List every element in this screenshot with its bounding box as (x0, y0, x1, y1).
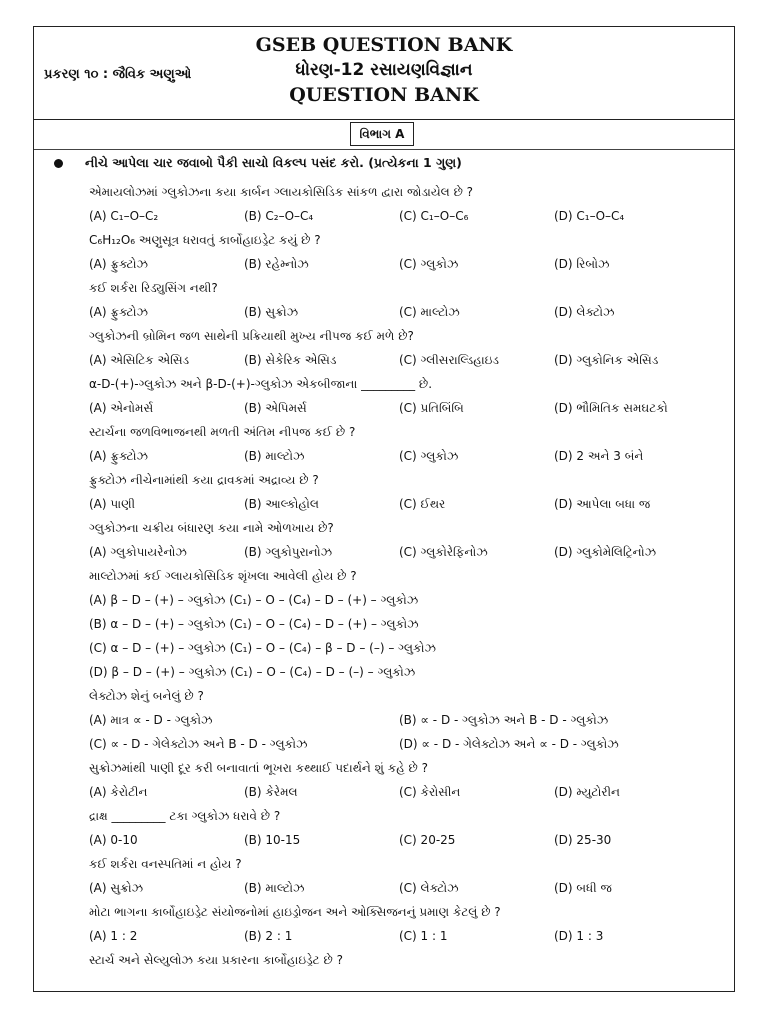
option-d: (D) બધી જ (554, 881, 612, 895)
options-row (89, 708, 729, 732)
page-frame (33, 26, 735, 992)
title-block (34, 33, 734, 108)
option-b: (B) આલ્કોહોલ (244, 497, 319, 511)
option-a: (A) 0-10 (89, 833, 138, 847)
option-d: (D) લેક્ટોઝ (554, 305, 615, 319)
options-row (89, 252, 729, 276)
question-text: કઈ શર્કરા વનસ્પતિમાં ન હોય ? (89, 857, 242, 871)
options-row (89, 924, 729, 948)
question-item (89, 372, 729, 420)
question-text: ગ્લુકોઝની બ્રોમિન જળ સાથેની પ્રક્રિયાથી મુખ્ય નીપજ કઈ મળે છે? (89, 329, 414, 343)
section-label: વિભાગ A (350, 122, 414, 146)
section-divider (34, 149, 734, 150)
question-item (89, 684, 729, 756)
option-c: (C) ∝ - D - ગેલેક્ટોઝ અને B - D - ગ્લુકોઝ (89, 737, 308, 751)
option-a: (A) ગ્લુકોપાયરેનોઝ (89, 545, 187, 559)
option-a: (A) 1 : 2 (89, 929, 138, 943)
title-gseb: GSEB QUESTION BANK (255, 34, 513, 56)
option-b: (B) ∝ - D - ગ્લુકોઝ અને B - D - ગ્લુકોઝ (399, 713, 609, 727)
option-a: (A) ફ્રુક્ટોઝ (89, 449, 148, 463)
option-b: (B) 10-15 (244, 833, 301, 847)
option-d: (D) ગ્લુકોમેલિટ્રિનોઝ (554, 545, 657, 559)
question-list (89, 180, 729, 972)
question-item (89, 756, 729, 804)
option-c: (C) C₁–O–C₆ (399, 209, 469, 223)
option-c: (C) માલ્ટોઝ (399, 305, 460, 319)
option-b: (B) સુક્રોઝ (244, 305, 299, 319)
options-row (89, 828, 729, 852)
option-a: (A) સુક્રોઝ (89, 881, 144, 895)
option-d: (D) મ્યુટોરીન (554, 785, 620, 799)
page-header (34, 27, 734, 120)
option-b: (B) 2 : 1 (244, 929, 293, 943)
question-item (89, 276, 729, 324)
question-text: માલ્ટોઝમાં કઈ ગ્લાયકોસિડિક શૃંખલા આવેલી હોય છે ? (89, 569, 357, 583)
option-d: (D) C₁–O–C₄ (554, 209, 625, 223)
option-c: (C) પ્રતિબિંબિ (399, 401, 464, 415)
option-a: (A) માત્ર ∝ - D - ગ્લુકોઝ (89, 713, 213, 727)
chapter-label: પ્રકરણ ૧૦ : જૈવિક અણુઓ (44, 67, 192, 82)
option-a: (A) પાણી (89, 497, 136, 511)
option-b: (B) એપિમર્સ (244, 401, 307, 415)
options-row (89, 780, 729, 804)
option-d: (D) આપેલા બધા જ (554, 497, 651, 511)
option-b: (B) કેરેમલ (244, 785, 298, 799)
question-text: કઈ શર્કરા રિડ્યુસિંગ નથી? (89, 281, 218, 295)
option-c: (C) 20-25 (399, 833, 456, 847)
question-text: સ્ટાર્ચના જળવિભાજનથી મળતી અંતિમ નીપજ કઈ છે ? (89, 425, 356, 439)
title-standard: ધોરણ-12 રસાયણવિજ્ઞાન (295, 60, 473, 80)
option-d: (D) ગ્લુકોનિક એસિડ (554, 353, 659, 367)
options-row (89, 732, 729, 756)
question-text: દ્રાક્ષ _________ ટકા ગ્લુકોઝ ધરાવે છે ? (89, 809, 281, 823)
option-c: (C) ગ્લુકોઝ (399, 449, 459, 463)
option-c: (C) કેરોસીન (399, 785, 461, 799)
option-c: (C) α – D – (+) – ગ્લુકોઝ (C₁) – O – (C₄) – β – D – (–) – ગ્લુકોઝ (89, 641, 436, 655)
question-item (89, 180, 729, 228)
question-item (89, 420, 729, 468)
option-d: (D) રિબોઝ (554, 257, 610, 271)
question-item (89, 564, 729, 684)
option-d: (D) 1 : 3 (554, 929, 604, 943)
option-c: (C) 1 : 1 (399, 929, 448, 943)
option-c: (C) ગ્લુકોઝ (399, 257, 459, 271)
option-b: (B) સેકેરિક એસિડ (244, 353, 337, 367)
option-b: (B) માલ્ટોઝ (244, 449, 305, 463)
question-text: એમાયલોઝમાં ગ્લુકોઝના કયા કાર્બન ગ્લાયકોસિડિક સાંકળ દ્વારા જોડાયેલ છે ? (89, 185, 474, 199)
option-d: (D) 2 અને 3 બંને (554, 449, 644, 463)
options-row (89, 300, 729, 324)
options-row (89, 540, 729, 564)
question-text: લેક્ટોઝ શેનું બનેલું છે ? (89, 689, 204, 703)
question-text: C₆H₁₂O₆ અણુસૂત્ર ધરાવતું કાર્બોહાઇડ્રેટ કયું છે ? (89, 233, 321, 247)
question-text: ગ્લુકોઝના ચક્રીય બંધારણ કયા નામે ઓળખાય છે? (89, 521, 334, 535)
question-item (89, 468, 729, 516)
option-c: (C) ગ્લુકોરેફિનોઝ (399, 545, 488, 559)
question-text: મોટા ભાગના કાર્બોહાઇડ્રેટ સંયોજનોમાં હાઇડ્રોજન અને ઓક્સિજનનું પ્રમાણ કેટલું છે ? (89, 905, 501, 919)
bullet-icon (54, 159, 63, 168)
option-d: (D) β – D – (+) – ગ્લુકોઝ (C₁) – O – (C₄) – D – (–) – ગ્લુકોઝ (89, 665, 416, 679)
question-text: સ્ટાર્ચ અને સેલ્યુલોઝ કયા પ્રકારના કાર્બોહાઇડ્રેટ છે ? (89, 953, 343, 967)
option-b: (B) ગ્લુકોપુરાનોઝ (244, 545, 333, 559)
option-c: (C) ઈથર (399, 497, 446, 511)
option-a: (A) એસિટિક એસિડ (89, 353, 190, 367)
option-b: (B) માલ્ટોઝ (244, 881, 305, 895)
question-item (89, 804, 729, 852)
option-c: (C) લેક્ટોઝ (399, 881, 459, 895)
option-a: (A) ફ્રુક્ટોઝ (89, 305, 148, 319)
option-a: (A) એનોમર્સ (89, 401, 154, 415)
option-b: (B) C₂–O–C₄ (244, 209, 314, 223)
option-a: (A) કેરોટીન (89, 785, 148, 799)
option-a: (A) β – D – (+) – ગ્લુકોઝ (C₁) – O – (C₄) – D – (+) – ગ્લુકોઝ (89, 593, 419, 607)
options-row (89, 876, 729, 900)
options-row (89, 492, 729, 516)
question-text: ફ્રુક્ટોઝ નીચેનામાંથી કયા દ્રાવકમાં અદ્રાવ્ય છે ? (89, 473, 319, 487)
options-row (89, 348, 729, 372)
option-a: (A) C₁–O–C₂ (89, 209, 159, 223)
question-item (89, 516, 729, 564)
instruction-text: નીચે આપેલા ચાર જવાબો પૈકી સાચો વિકલ્પ પસંદ કરો. (પ્રત્યેકના 1 ગુણ) (85, 155, 462, 170)
question-item (89, 228, 729, 276)
question-text: સુક્રોઝમાંથી પાણી દૂર કરી બનાવાતાં ભૂખરા કથ્થાઈ પદાર્થને શું કહે છે ? (89, 761, 428, 775)
question-item (89, 852, 729, 900)
question-text: α-D-(+)-ગ્લુકોઝ અને β-D-(+)-ગ્લુકોઝ એકબીજાના _________ છે. (89, 377, 433, 391)
option-c: (C) ગ્લીસરાલ્ડિહાઇડ (399, 353, 499, 367)
option-b: (B) રહેમ્નોઝ (244, 257, 309, 271)
options-row (89, 396, 729, 420)
title-question-bank: QUESTION BANK (289, 84, 479, 106)
option-a: (A) ફ્રુક્ટોઝ (89, 257, 148, 271)
question-item (89, 900, 729, 948)
option-d: (D) ∝ - D - ગેલેક્ટોઝ અને ∝ - D - ગ્લુકોઝ (399, 737, 619, 751)
question-item (89, 324, 729, 372)
options-row (89, 444, 729, 468)
option-b: (B) α – D – (+) – ગ્લુકોઝ (C₁) – O – (C₄) – D – (+) – ગ્લુકોઝ (89, 617, 419, 631)
options-row (89, 204, 729, 228)
instruction (54, 155, 462, 171)
option-d: (D) ભૌમિતિક સમઘટકો (554, 401, 668, 415)
option-d: (D) 25-30 (554, 833, 612, 847)
